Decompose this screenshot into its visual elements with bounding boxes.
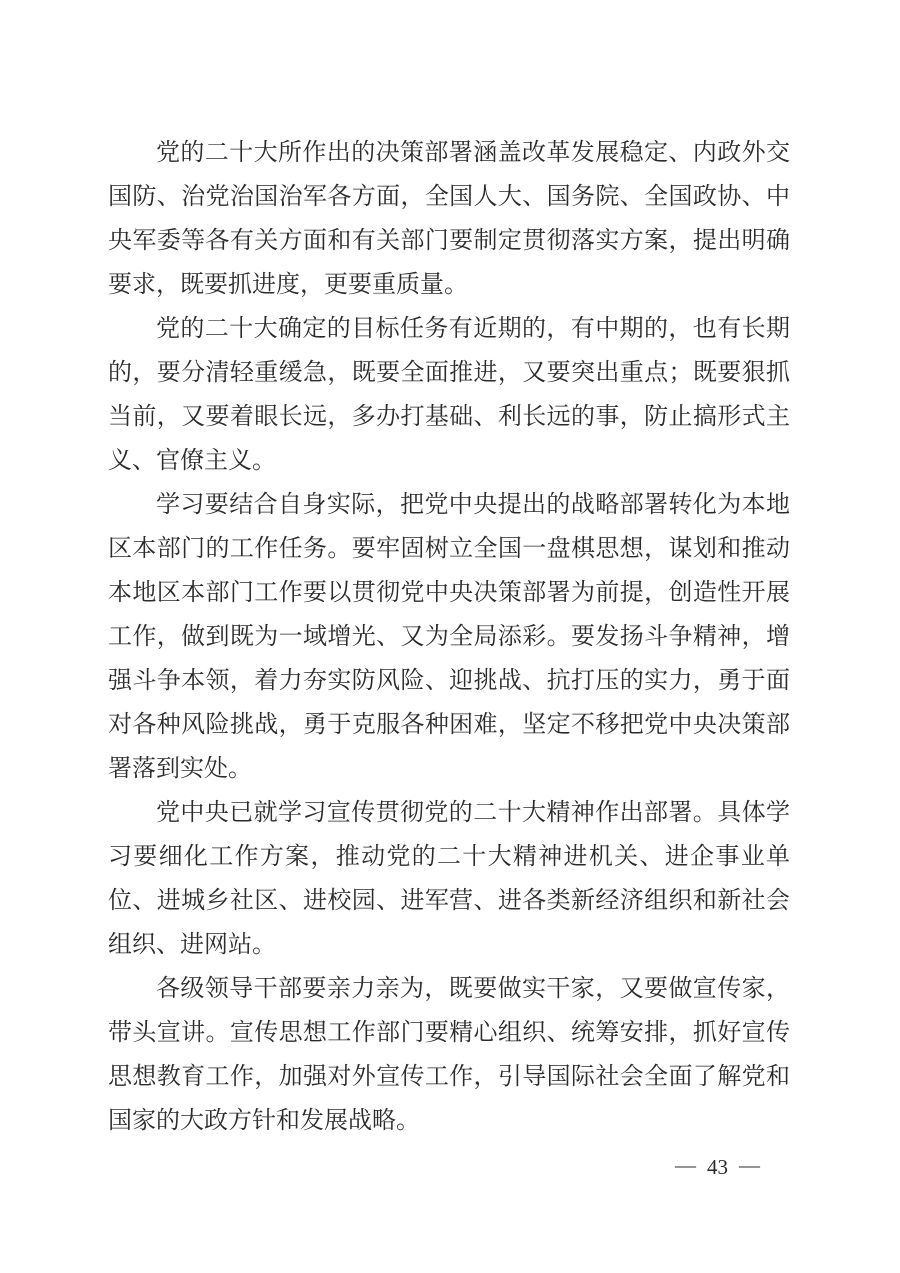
footer-dash-right: — [739,1152,760,1177]
page-number: 43 [707,1154,728,1179]
footer-dash-left: — [675,1152,696,1177]
paragraph-1: 党的二十大所作出的决策部署涵盖改革发展稳定、内政外交国防、治党治国治军各方面，全国人大、国务院、全国政协、中央军委等各有关方面和有关部门要制定贯彻落实方案，提出明确要求，既要抓进度，更要重质量。 [108,140,790,298]
page-footer [675,1152,760,1182]
paragraph-2: 党的二十大确定的目标任务有近期的，有中期的，也有长期的，要分清轻重缓急，既要全面推进，又要突出重点；既要狠抓当前，又要着眼长远，多办打基础、利长远的事，防止搞形式主义、官僚主义。 [108,316,790,474]
paragraph-5: 各级领导干部要亲力亲为，既要做实干家，又要做宣传家，带头宣讲。宣传思想工作部门要精心组织、统筹安排，抓好宣传思想教育工作，加强对外宣传工作，引导国际社会全面了解党和国家的大政方针和发展战略。 [108,976,790,1134]
paragraph-3: 学习要结合自身实际，把党中央提出的战略部署转化为本地区本部门的工作任务。要牢固树立全国一盘棋思想，谋划和推动本地区本部门工作要以贯彻党中央决策部署为前提，创造性开展工作，做到既为一域增光、又为全局添彩。要发扬斗争精神，增强斗争本领，着力夯实防风险、迎挑战、抗打压的实力，勇于面对各种风险挑战，勇于克服各种困难，坚定不移把党中央决策部署落到实处。 [108,492,790,782]
paragraph-4: 党中央已就学习宣传贯彻党的二十大精神作出部署。具体学习要细化工作方案，推动党的二十大精神进机关、进企事业单位、进城乡社区、进校园、进军营、进各类新经济组织和新社会组织、进网站。 [108,800,790,958]
page-body-text [108,131,790,1143]
